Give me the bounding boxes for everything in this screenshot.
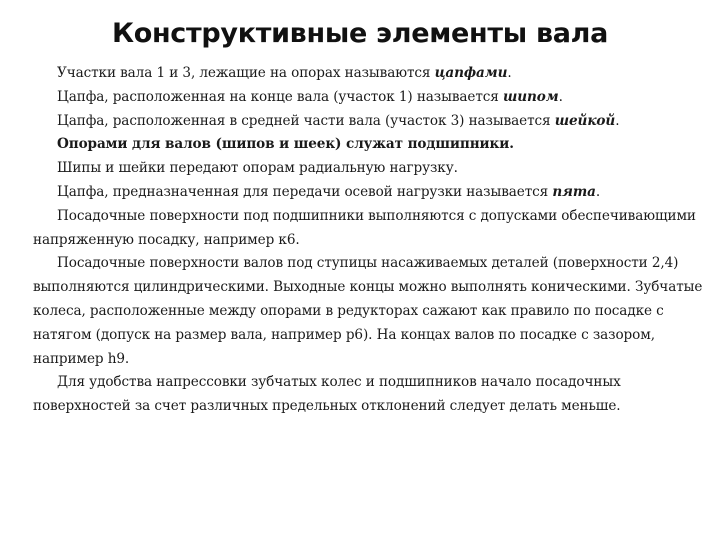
paragraph-text: Цапфа, предназначенная для передачи осевой нагрузки называется bbox=[57, 183, 553, 200]
paragraph-text: Опорами для валов (шипов и шеек) служат подшипники. bbox=[57, 136, 514, 153]
paragraph-text: Цапфа, расположенная в средней части вала (участок 3) называется bbox=[57, 112, 555, 129]
slide-body bbox=[33, 62, 715, 419]
term-tsapfami: цапфами bbox=[434, 65, 508, 81]
paragraph-press-fit bbox=[33, 371, 715, 419]
paragraph-hub-fits bbox=[33, 252, 715, 371]
paragraph-sheika bbox=[33, 110, 715, 134]
paragraph-text: Участки вала 1 и 3, лежащие на опорах называются bbox=[57, 65, 435, 81]
paragraph-radial-load bbox=[33, 157, 715, 181]
slide-title: Конструктивные элементы вала bbox=[111, 18, 609, 49]
paragraph-tsapfy bbox=[33, 62, 715, 86]
paragraph-opory bbox=[33, 133, 715, 157]
paragraph-text: Посадочные поверхности под подшипники выполняются с допусками обеспечивающими напряженную посадку, например к6. bbox=[33, 207, 696, 248]
paragraph-tail: . bbox=[558, 88, 563, 105]
paragraph-bearing-fits bbox=[33, 205, 715, 253]
term-shipom: шипом bbox=[502, 88, 559, 105]
term-pyata: пята bbox=[552, 183, 596, 200]
paragraph-tail: . bbox=[615, 112, 620, 129]
paragraph-ship bbox=[33, 86, 715, 110]
paragraph-pyata bbox=[33, 181, 715, 205]
paragraph-text: Шипы и шейки передают опорам радиальную нагрузку. bbox=[57, 160, 458, 177]
term-sheikoi: шейкой bbox=[554, 112, 616, 129]
paragraph-text: Цапфа, расположенная на конце вала (участок 1) называется bbox=[57, 88, 503, 105]
paragraph-tail: . bbox=[595, 183, 601, 200]
paragraph-text: Посадочные поверхности валов под ступицы насаживаемых деталей (поверхности 2,4) выполняются цилиндрическими. Выходные концы можно выполнять коническими. Зубчатые колеса, расположенные между опорами в редукторах сажают как правило по посадке с натягом (допуск на размер вала, например p6). На концах валов по посадке с зазором, например h9. bbox=[33, 255, 703, 367]
paragraph-tail: . bbox=[507, 65, 512, 81]
paragraph-text: Для удобства напрессовки зубчатых колес и подшипников начало посадочных поверхностей за счет различных предельных отклонений следует делать меньше. bbox=[33, 374, 621, 415]
